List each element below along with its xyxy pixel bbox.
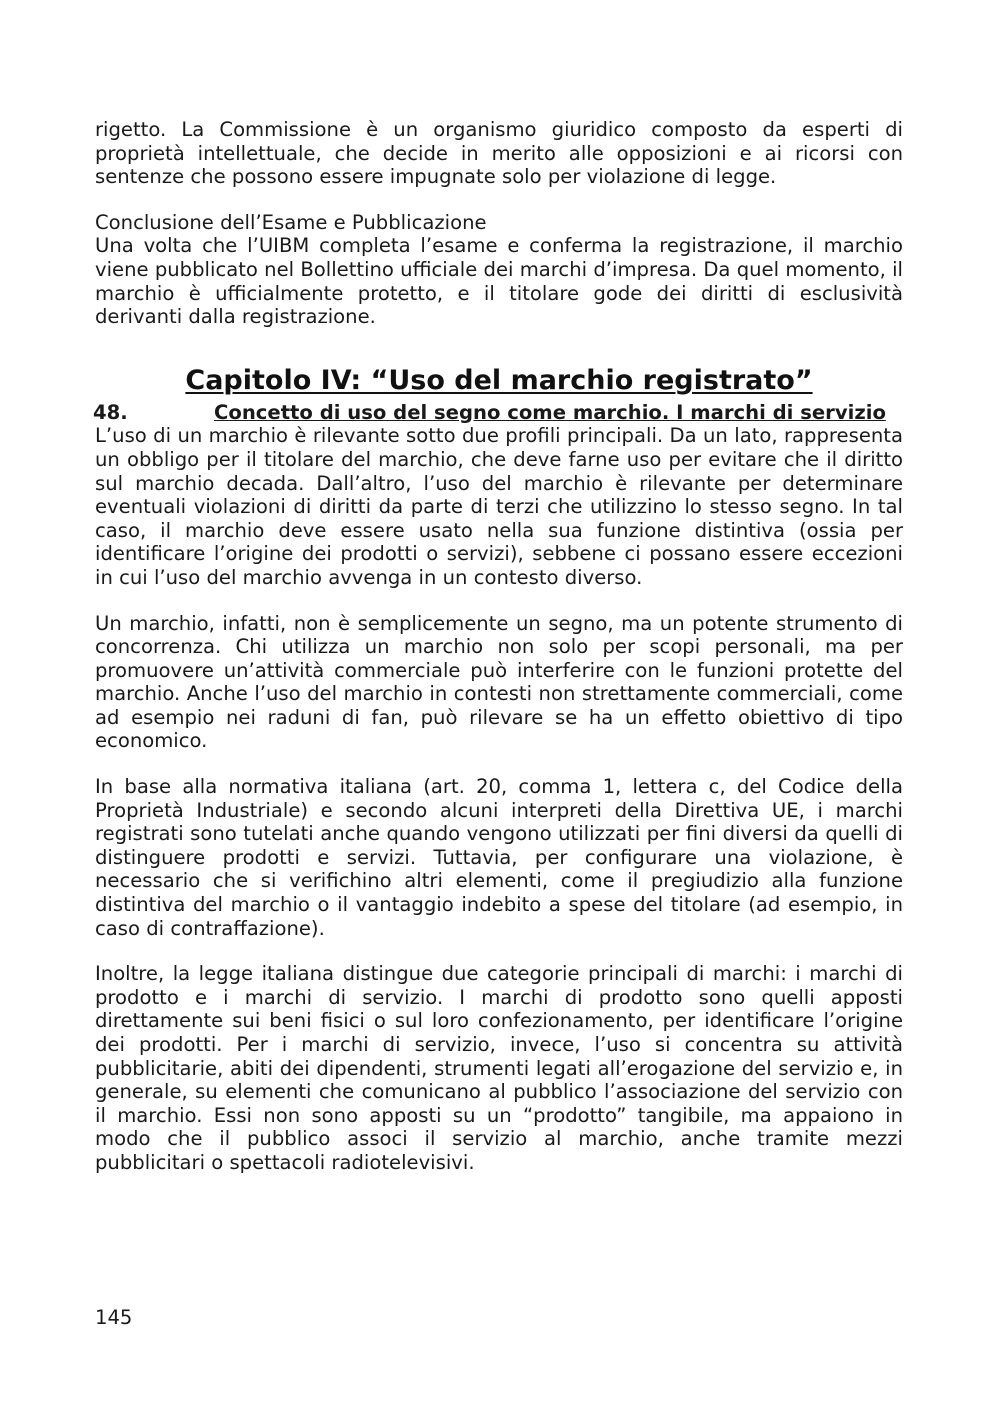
paragraph-spacer	[95, 590, 903, 612]
section-heading	[93, 400, 903, 425]
section-number: 48.	[93, 400, 128, 424]
chapter-title: Capitolo IV: “Uso del marchio registrato”	[185, 364, 813, 396]
paragraph-uso-profili: L’uso di un marchio è rilevante sotto due profili principali. Da un lato, rappresenta un obbligo per il titolare del marchio, che deve farne uso per evitare che il diritto sul marchio decada. Dall’altro, l’uso del marchio è rilevante per determinare eventuali violazioni di diritti da parte di terzi che utilizzino lo stesso segno. In tal caso, il marchio deve essere usato nella sua funzione distintiva (ossia per identificare l’origine dei prodotti o servizi), sebbene ci possano essere eccezioni in cui l’uso del marchio avvenga in un contesto diverso.	[95, 424, 903, 589]
subheading-conclusione: Conclusione dell’Esame e Pubblicazione	[95, 210, 487, 234]
paragraph-strumento-concorrenza: Un marchio, infatti, non è semplicemente un segno, ma un potente strumento di concorrenza. Chi utilizza un marchio non solo per scopi personali, ma per promuovere un’attività commerciale può interferire con le funzioni protette del marchio. Anche l’uso del marchio in contesti non strettamente commerciali, come ad esempio nei raduni di fan, può rilevare se ha un effetto obiettivo di tipo economico.	[95, 611, 903, 753]
paragraph-spacer	[95, 940, 903, 962]
paragraph-spacer	[95, 189, 903, 211]
paragraph-spacer	[95, 753, 903, 775]
paragraph-pubblicazione: Una volta che l’UIBM completa l’esame e conferma la registrazione, il marchio viene pubblicato nel Bollettino ufficiale dei marchi d’impresa. Da quel momento, il marchio è ufficialmente protetto, e il titolare gode dei diritti di esclusività derivanti dalla registrazione.	[95, 234, 903, 329]
page-number: 145	[95, 1306, 133, 1329]
paragraph-normativa: In base alla normativa italiana (art. 20, comma 1, lettera c, del Codice della Proprietà Industriale) e secondo alcuni interpreti della Direttiva UE, i marchi registrati sono tutelati anche quando vengono utilizzati per fini diversi da quelli di distinguere prodotti e servizi. Tuttavia, per configurare una violazione, è necessario che si verifichino altri elementi, come il pregiudizio alla funzione distintiva del marchio o il vantaggio indebito a spese del titolare (ad esempio, in caso di contraffazione).	[95, 775, 903, 940]
paragraph-commissione: rigetto. La Commissione è un organismo giuridico composto da esperti di proprietà intellettuale, che decide in merito alle opposizioni e ai ricorsi con sentenze che possono essere impugnate solo per violazione di legge.	[95, 118, 903, 189]
paragraph-categorie-marchi: Inoltre, la legge italiana distingue due categorie principali di marchi: i marchi di prodotto e i marchi di servizio. I marchi di prodotto sono quelli apposti direttamente sui beni fisici o sul loro confezionamento, per identificare l’origine dei prodotti. Per i marchi di servizio, invece, l’uso si concentra su attività pubblicitarie, abiti dei dipendenti, strumenti legati all’erogazione del servizio e, in generale, su elementi che comunicano al pubblico l’associazione del servizio con il marchio. Essi non sono apposti su un “prodotto” tangibile, ma appaiono in modo che il pubblico associ il servizio al marchio, anche tramite mezzi pubblicitari o spettacoli radiotelevisivi.	[95, 962, 903, 1174]
section-title: Concetto di uso del segno come marchio. I marchi di servizio	[214, 400, 886, 424]
document-page	[95, 118, 903, 1175]
